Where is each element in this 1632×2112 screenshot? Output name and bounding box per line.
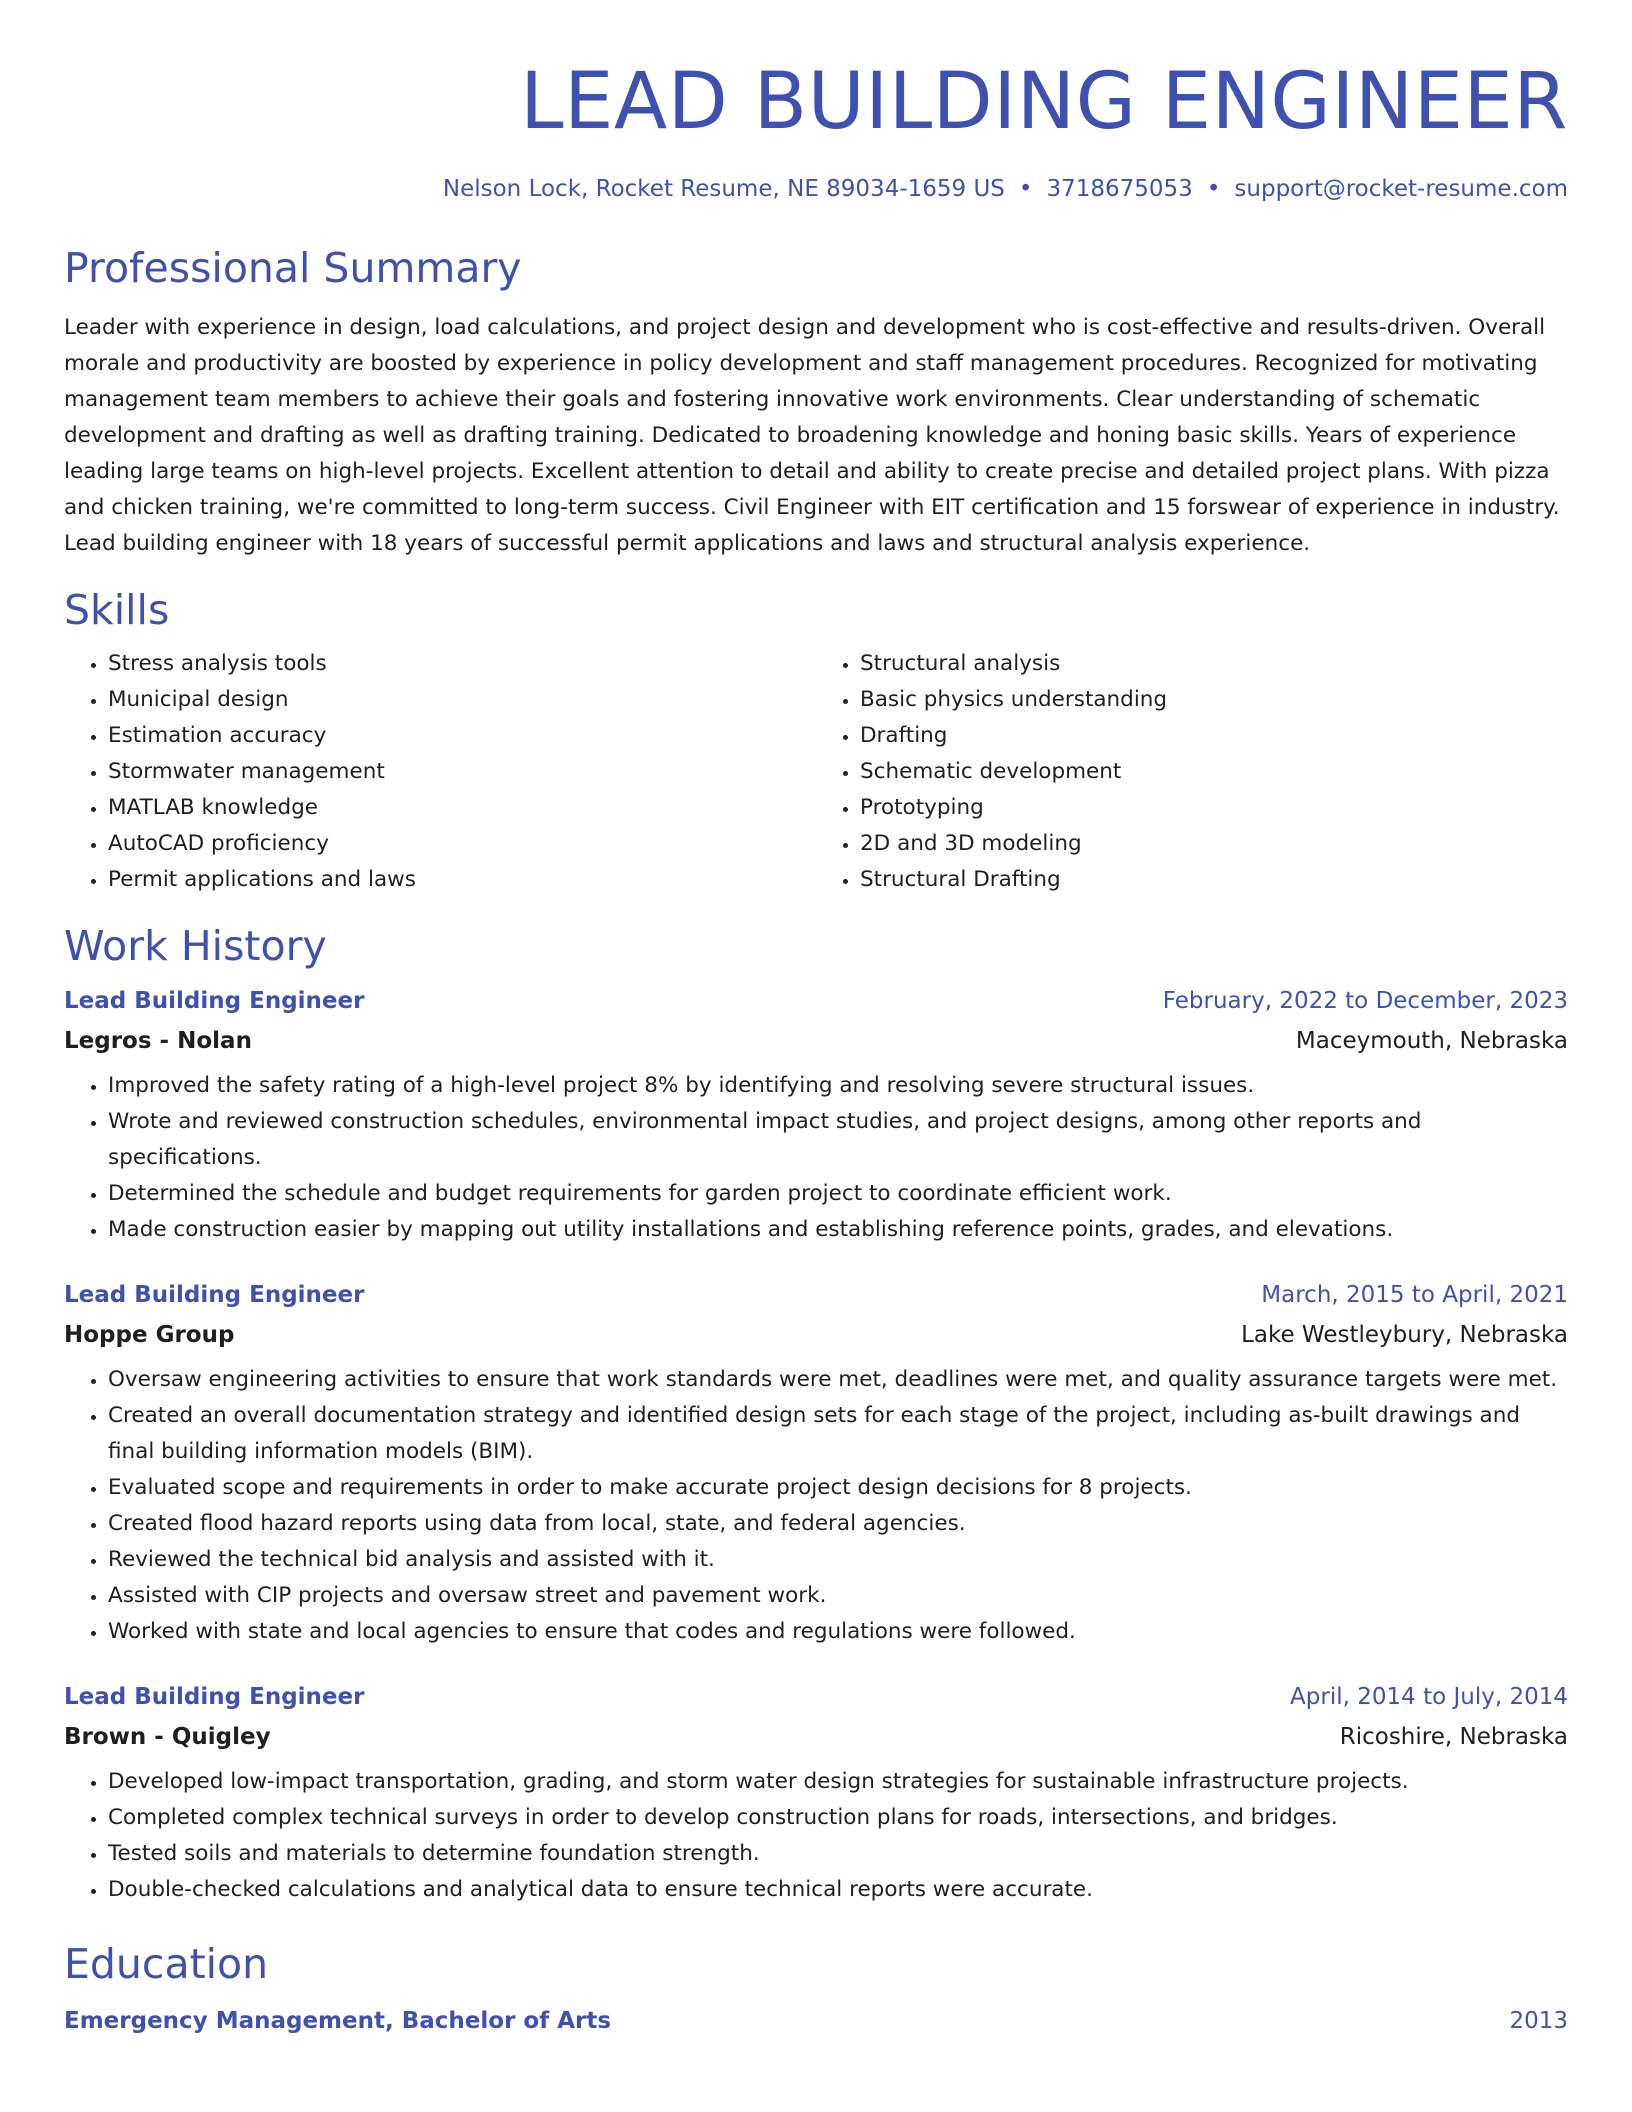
education-degree: Emergency Management, Bachelor of Arts: [64, 2008, 612, 2034]
job-bullet: • Oversaw engineering activities to ensure that work standards were met, deadlines were met, and quality assurance targets were met.: [108, 1362, 1568, 1398]
contact-separator: •: [1018, 176, 1033, 202]
skill-item: • Stormwater management: [108, 754, 816, 790]
job-subheader: [64, 1722, 1568, 1752]
job-header: [64, 1682, 1568, 1712]
contact-email[interactable]: support@rocket-resume.com: [1234, 176, 1568, 202]
job-bullet: • Evaluated scope and requirements in order to make accurate project design decisions for 8 projects.: [108, 1470, 1568, 1506]
skills-column-right: [816, 646, 1568, 898]
job-location: Maceymouth, Nebraska: [1295, 1028, 1568, 1054]
job-entry: [64, 1682, 1568, 1908]
job-bullet: • Improved the safety rating of a high-level project 8% by identifying and resolving severe structural issues.: [108, 1068, 1568, 1104]
job-bullets: [64, 1764, 1568, 1908]
skill-item: • Basic physics understanding: [860, 682, 1568, 718]
job-dates: March, 2015 to April, 2021: [1261, 1282, 1568, 1308]
job-bullet: • Worked with state and local agencies to ensure that codes and regulations were followed.: [108, 1614, 1568, 1650]
job-bullet: • Double-checked calculations and analytical data to ensure technical reports were accurate.: [108, 1872, 1568, 1908]
job-bullet: • Developed low-impact transportation, grading, and storm water design strategies for sustainable infrastructure projects.: [108, 1764, 1568, 1800]
skill-item: • AutoCAD proficiency: [108, 826, 816, 862]
skill-item: • Structural Drafting: [860, 862, 1568, 898]
summary-heading: Professional Summary: [64, 244, 522, 292]
contact-separator: •: [1206, 176, 1221, 202]
job-bullet: • Completed complex technical surveys in order to develop construction plans for roads, intersections, and bridges.: [108, 1800, 1568, 1836]
job-bullet: • Determined the schedule and budget requirements for garden project to coordinate efficient work.: [108, 1176, 1568, 1212]
skill-item: • 2D and 3D modeling: [860, 826, 1568, 862]
job-subheader: [64, 1320, 1568, 1350]
skills-list: [64, 646, 1568, 898]
job-header: [64, 986, 1568, 1016]
summary-text: Leader with experience in design, load calculations, and project design and development who is cost-effective and results-driven. Overall morale and productivity are boosted by experience in policy development and staff management procedures. Recognized for motivating management team members to achieve their goals and fostering innovative work environments. Clear understanding of schematic development and drafting as well as drafting training. Dedicated to broadening knowledge and honing basic skills. Years of experience leading large teams on high-level projects. Excellent attention to detail and ability to create precise and detailed project plans. With pizza and chicken training, we're committed to long-term success. Civil Engineer with EIT certification and 15 forswear of experience in industry. Lead building engineer with 18 years of successful permit applications and laws and structural analysis experience.: [64, 315, 1560, 556]
job-dates: February, 2022 to December, 2023: [1162, 988, 1568, 1014]
job-location: Lake Westleybury, Nebraska: [1241, 1322, 1568, 1348]
skill-item: • Stress analysis tools: [108, 646, 816, 682]
skill-item: • Municipal design: [108, 682, 816, 718]
job-bullet: • Made construction easier by mapping out utility installations and establishing reference points, grades, and elevations.: [108, 1212, 1568, 1248]
skill-item: • MATLAB knowledge: [108, 790, 816, 826]
job-company: Legros - Nolan: [64, 1028, 252, 1054]
skill-item: • Prototyping: [860, 790, 1568, 826]
job-bullet: • Created an overall documentation strategy and identified design sets for each stage of the project, including as-built drawings and final building information models (BIM).: [108, 1398, 1568, 1470]
education-year: 2013: [1509, 2008, 1568, 2034]
skills-column-left: [64, 646, 816, 898]
work-history-heading: Work History: [64, 922, 327, 970]
contact-line: [64, 174, 1568, 204]
skill-item: • Schematic development: [860, 754, 1568, 790]
skill-item: • Estimation accuracy: [108, 718, 816, 754]
job-title: Lead Building Engineer: [64, 1282, 365, 1308]
job-company: Brown - Quigley: [64, 1724, 271, 1750]
contact-address: Nelson Lock, Rocket Resume, NE 89034-1659 US: [442, 176, 1005, 202]
job-title: Lead Building Engineer: [64, 1684, 365, 1710]
skills-heading: Skills: [64, 586, 170, 634]
education-heading: Education: [64, 1940, 269, 1988]
contact-phone: 3718675053: [1046, 176, 1193, 202]
job-bullets: [64, 1068, 1568, 1248]
skill-item: • Drafting: [860, 718, 1568, 754]
skill-item: • Structural analysis: [860, 646, 1568, 682]
education-entry: [64, 2006, 1568, 2036]
job-bullet: • Assisted with CIP projects and oversaw street and pavement work.: [108, 1578, 1568, 1614]
job-subheader: [64, 1026, 1568, 1056]
job-company: Hoppe Group: [64, 1322, 235, 1348]
job-bullet: • Tested soils and materials to determine foundation strength.: [108, 1836, 1568, 1872]
job-bullet: • Wrote and reviewed construction schedules, environmental impact studies, and project designs, among other reports and specifications.: [108, 1104, 1568, 1176]
job-title: Lead Building Engineer: [64, 988, 365, 1014]
job-bullet: • Created flood hazard reports using data from local, state, and federal agencies.: [108, 1506, 1568, 1542]
job-dates: April, 2014 to July, 2014: [1290, 1684, 1568, 1710]
job-header: [64, 1280, 1568, 1310]
job-location: Ricoshire, Nebraska: [1339, 1724, 1568, 1750]
job-bullet: • Reviewed the technical bid analysis and assisted with it.: [108, 1542, 1568, 1578]
job-bullets: [64, 1362, 1568, 1650]
job-entry: [64, 986, 1568, 1248]
skill-item: • Permit applications and laws: [108, 862, 816, 898]
resume-title: LEAD BUILDING ENGINEER: [520, 57, 1568, 147]
job-entry: [64, 1280, 1568, 1650]
